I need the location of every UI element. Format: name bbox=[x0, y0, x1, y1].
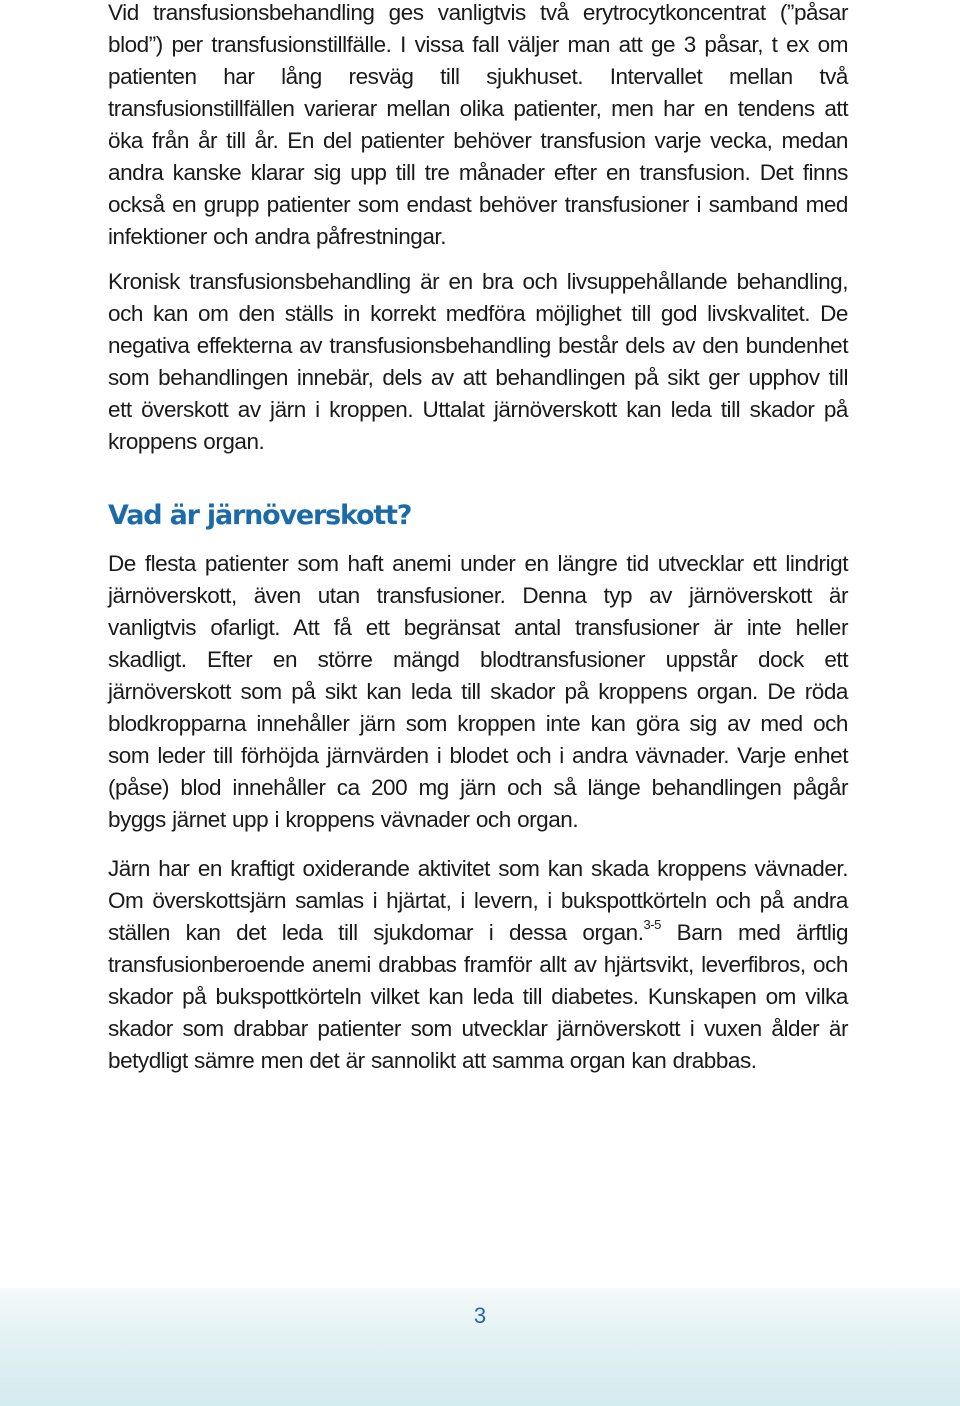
paragraph-iron-overload: De flesta patienter som haft anemi under en längre tid utvecklar ett lindrigt järnöverskott, även utan transfusioner. Denna typ av järnöverskott är vanligtvis ofarligt. Att få ett begränsat antal transfusioner är inte heller skadligt. Efter en större mängd blodtransfusioner uppstår dock ett järnöverskott som på sikt kan leda till skador på kroppens organ. De röda blodkropparna innehåller järn som kroppen inte kan göra sig av med och som leder till förhöjda järnvärden i blodet och i andra vävnader. Varje enhet (påse) blod innehåller ca 200 mg järn och så länge behandlingen pågår byggs järnet upp i kroppens vävnader och organ. bbox=[108, 551, 848, 832]
paragraph-transfusion-intervals: Vid transfusionsbehandling ges vanligtvis två erytrocytkoncentrat (”påsar blod”) per transfusionstillfälle. I vissa fall väljer man att ge 3 påsar, t ex om patienten har lång resväg till sjukhuset. Intervallet mellan två transfusionstillfällen varierar mellan olika patienter, men har en tendens att öka från år till år. En del patienter behöver transfusion varje vecka, medan andra kanske klarar sig upp till tre månader efter en transfusion. Det finns också en grupp patienter som endast behöver transfusioner i samband med infektioner och andra påfrestningar. bbox=[108, 0, 848, 249]
paragraph-chronic-transfusion: Kronisk transfusionsbehandling är en bra och livsuppehållande behandling, och kan om den ställs in korrekt medföra möjlighet till god livskvalitet. De negativa effekterna av transfusionsbehandling består dels av den bundenhet som behandlingen innebär, dels av att behandlingen på sikt ger upphov till ett överskott av järn i kroppen. Uttalat järnöverskott kan leda till skador på kroppens organ. bbox=[108, 269, 848, 454]
reference-superscript: 3-5 bbox=[643, 917, 661, 932]
page-body bbox=[108, 0, 848, 1077]
paragraph-text-after-reference: Barn med ärftlig transfusionberoende anemi drabbas framför allt av hjärtsvikt, leverfibros, och skador på bukspottkörteln vilket kan leda till diabetes. Kunskapen om vilka skador som drabbar patienter som utvecklar järnöverskott i vuxen ålder är betydligt sämre men det är sannolikt att samma organ kan drabbas. bbox=[108, 920, 849, 1073]
paragraph-iron-oxidation bbox=[108, 853, 848, 1077]
section-heading: Vad är järnöverskott? bbox=[108, 500, 412, 531]
page-number: 3 bbox=[473, 1303, 487, 1328]
paragraph-text-before-reference: Järn har en kraftigt oxiderande aktivitet som kan skada kroppens vävnader. Om överskottsjärn samlas i hjärtat, i levern, i bukspottkörteln och på andra ställen kan det leda till sjukdomar i dessa organ. bbox=[108, 856, 848, 945]
